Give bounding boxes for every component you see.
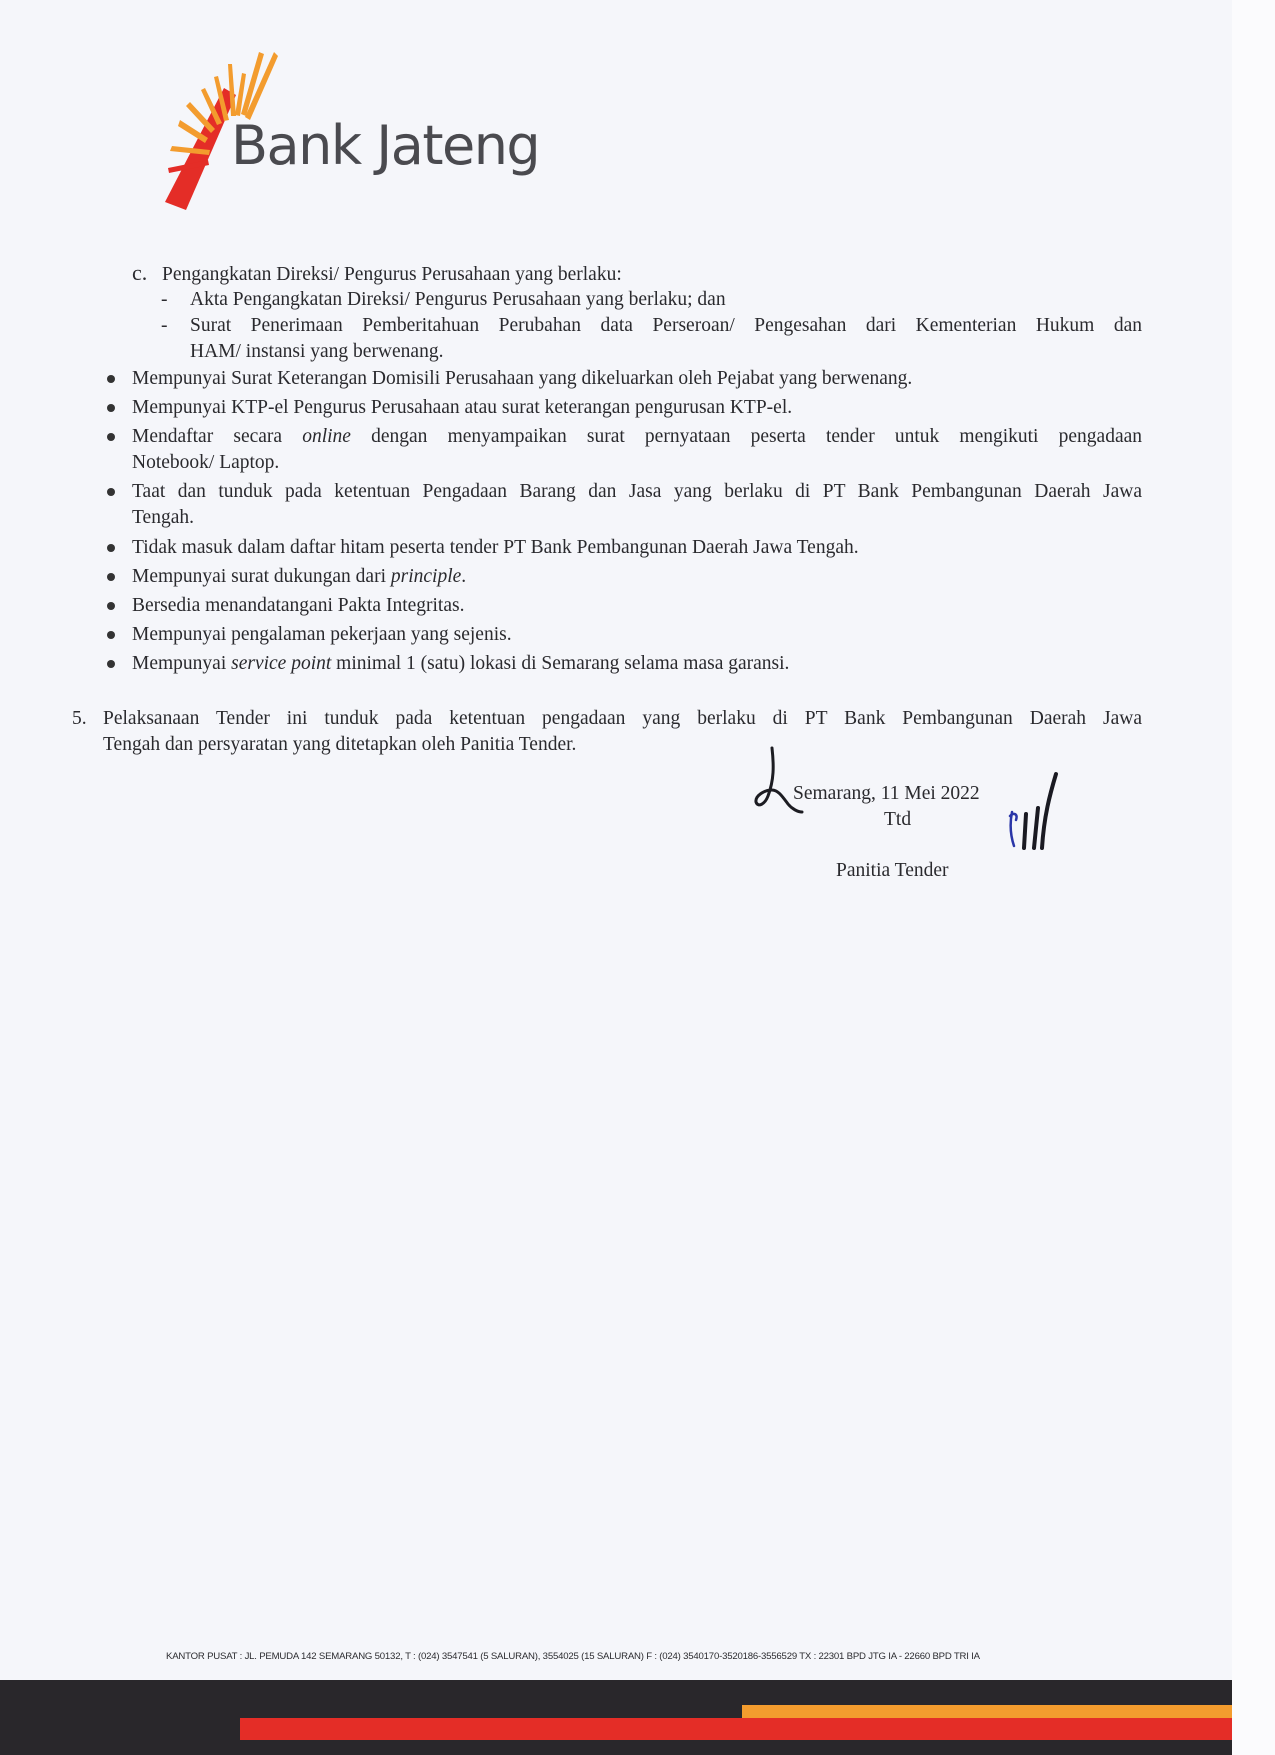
list-item-c (132, 260, 622, 288)
sub-item-text-cont: HAM/ instansi yang berwenang. (190, 341, 444, 362)
list-marker-5: 5. (72, 708, 87, 729)
list-item-5-text-cont: Tengah dan persyaratan yang ditetapkan oleh Panitia Tender. (103, 734, 577, 755)
bullet-text-pre: Mempunyai surat dukungan dari (132, 566, 386, 587)
bullet-text-post: dengan menyampaikan surat pernyataan peserta tender untuk mengikuti pengadaan (371, 426, 1142, 447)
bullet-icon (107, 573, 115, 581)
list-item-5-text: Pelaksanaan Tender ini tunduk pada ketentuan pengadaan yang berlaku di PT Bank Pembangunan Daerah Jawa (103, 708, 1142, 729)
dash-marker: - (161, 315, 168, 336)
list-marker: c. (132, 260, 148, 285)
sub-item-text: Akta Pengangkatan Direksi/ Pengurus Perusahaan yang berlaku; dan (190, 289, 726, 310)
bullet-icon (107, 433, 115, 441)
bullet-text: Bersedia menandatangani Pakta Integritas. (132, 595, 465, 616)
bullet-text-emphasis: online (302, 426, 351, 447)
bullet-text-emphasis: service point (231, 653, 332, 674)
signature-ttd: Ttd (884, 809, 912, 830)
sub-item-text: Surat Penerimaan Pemberitahuan Perubahan data Perseroan/ Pengesahan dari Kementerian Hukum dan (190, 315, 1142, 336)
footer-band-orange (742, 1705, 1232, 1718)
bullet-icon (107, 602, 115, 610)
bullet-icon (107, 488, 115, 496)
bullet-text-post: minimal 1 (satu) lokasi di Semarang selama masa garansi. (336, 653, 790, 674)
signature-initials-icon (1004, 768, 1062, 850)
footer-band-red (240, 1718, 1232, 1740)
bullet-text-pre: Mendaftar secara (132, 426, 283, 447)
bullet-text: Taat dan tunduk pada ketentuan Pengadaan Barang dan Jasa yang berlaku di PT Bank Pembangunan Daerah Jawa (132, 481, 1142, 502)
bank-logo (160, 50, 540, 210)
bullet-text (132, 564, 466, 590)
bullet-text-cont: Tengah. (132, 507, 194, 528)
bullet-icon (107, 660, 115, 668)
bullet-text: Mempunyai Surat Keterangan Domisili Perusahaan yang dikeluarkan oleh Pejabat yang berwenang. (132, 368, 913, 389)
logo-text: Bank Jateng (231, 114, 540, 177)
footer-address: KANTOR PUSAT : JL. PEMUDA 142 SEMARANG 50132, T : (024) 3547541 (5 SALURAN), 3554025 (15 SALURAN) F : (024) 3540170-3520186-3556529 TX : 22301 BPD JTG IA - 22660 BPD TRI IA (166, 1651, 980, 1662)
bullet-text (132, 424, 1142, 450)
signature-signer: Panitia Tender (836, 860, 949, 881)
bullet-text-emphasis: principle (390, 566, 462, 587)
bullet-text-cont: Notebook/ Laptop. (132, 452, 280, 473)
scan-edge (1232, 0, 1275, 1755)
bullet-icon (107, 631, 115, 639)
bullet-icon (107, 404, 115, 412)
bullet-text (132, 651, 789, 677)
bullet-text: Tidak masuk dalam daftar hitam peserta tender PT Bank Pembangunan Daerah Jawa Tengah. (132, 537, 859, 558)
bullet-icon (107, 544, 115, 552)
bullet-text-pre: Mempunyai (132, 653, 227, 674)
signature-place-date: Semarang, 11 Mei 2022 (793, 783, 980, 804)
dash-marker: - (161, 289, 168, 310)
bullet-text: Mempunyai pengalaman pekerjaan yang sejenis. (132, 624, 512, 645)
bullet-text: Mempunyai KTP-el Pengurus Perusahaan atau surat keterangan pengurusan KTP-el. (132, 397, 793, 418)
bullet-text-post: . (461, 566, 467, 587)
list-item-text: Pengangkatan Direksi/ Pengurus Perusahaan yang berlaku: (162, 264, 622, 285)
bullet-icon (107, 375, 115, 383)
